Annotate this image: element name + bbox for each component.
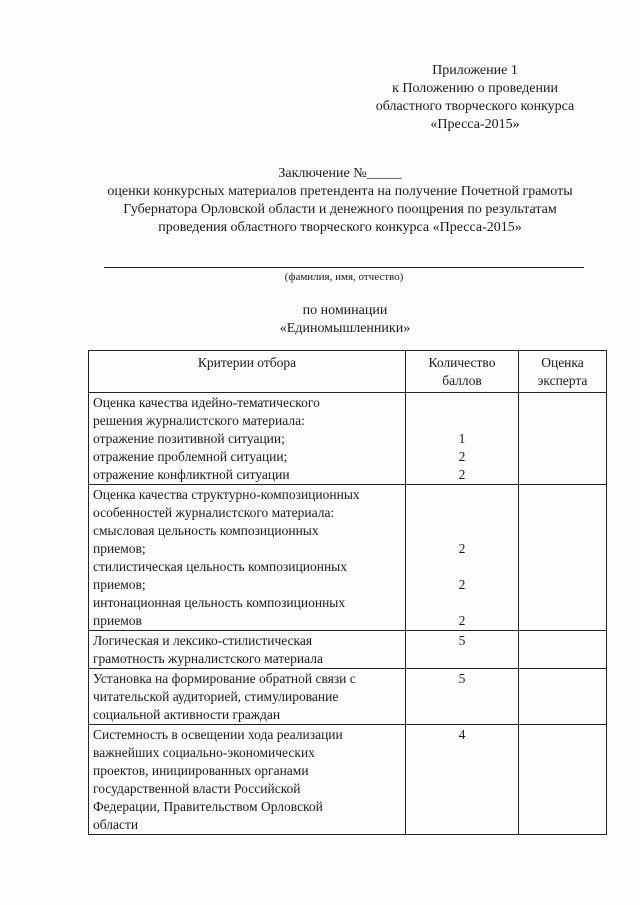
- criteria-cell: [89, 393, 406, 485]
- conclusion-line: Губернатора Орловской области и денежного поощрения по результатам: [123, 202, 557, 217]
- criteria-line: стилистическая цельность композиционных: [93, 559, 347, 574]
- points-cell: [406, 485, 519, 631]
- points-value: 4: [458, 727, 466, 742]
- criteria-line: Федерации, Правительством Орловской: [93, 799, 323, 814]
- points-cell: [406, 631, 519, 669]
- nomination-name: «Единомышленники»: [279, 321, 411, 336]
- expert-score-cell[interactable]: [519, 485, 607, 631]
- criteria-line: Логическая и лексико-стилистическая: [93, 633, 313, 648]
- expert-score-cell[interactable]: [519, 393, 607, 485]
- points-value: [410, 744, 514, 762]
- header-expert: [519, 351, 607, 393]
- criteria-line: смысловая цельность композиционных: [93, 523, 319, 538]
- criteria-line: Установка на формирование обратной связи с: [93, 671, 356, 686]
- points-cell: [406, 669, 519, 725]
- conclusion-line: оценки конкурсных материалов претендента на получение Почетной грамоты: [107, 184, 573, 199]
- appendix-header: [330, 62, 620, 134]
- table-row: [89, 485, 607, 631]
- criteria-line: важнейших социально-экономических: [93, 745, 315, 760]
- header-points: [406, 351, 519, 393]
- criteria-cell: [89, 725, 406, 835]
- points-cell: [406, 725, 519, 835]
- appendix-line: «Пресса-2015»: [430, 117, 520, 132]
- table-row: [89, 725, 607, 835]
- points-value: [410, 394, 514, 412]
- criteria-line: приемов;: [93, 577, 146, 592]
- criteria-line: области: [93, 817, 139, 832]
- criteria-line: государственной власти Российской: [93, 781, 301, 796]
- criteria-line: приемов: [93, 613, 142, 628]
- criteria-table: [88, 350, 607, 835]
- criteria-line: интонационная цельность композиционных: [93, 595, 346, 610]
- points-value: [410, 486, 514, 504]
- name-caption: (фамилия, имя, отчество): [284, 271, 404, 283]
- conclusion-line: проведения областного творческого конкурса «Пресса-2015»: [158, 220, 522, 235]
- conclusion-heading: [60, 165, 620, 237]
- criteria-line: приемов;: [93, 541, 146, 556]
- header-points-line: баллов: [442, 373, 482, 388]
- table-row: [89, 393, 607, 485]
- points-value: [410, 558, 514, 576]
- points-value: 1: [458, 431, 466, 446]
- criteria-line: Системность в освещении хода реализации: [93, 727, 343, 742]
- header-criteria-label: Критерии отбора: [197, 355, 297, 370]
- criteria-line: Оценка качества идейно-тематического: [93, 395, 320, 410]
- points-value: [410, 412, 514, 430]
- points-value: 2: [458, 467, 466, 482]
- points-value: [410, 798, 514, 816]
- points-cell: [406, 393, 519, 485]
- points-value: [410, 522, 514, 540]
- appendix-line: областного творческого конкурса: [375, 99, 575, 114]
- appendix-line: Приложение 1: [432, 63, 518, 78]
- criteria-line: проектов, инициированных органами: [93, 763, 309, 778]
- header-points-line: Количество: [428, 355, 496, 370]
- criteria-line: особенностей журналистского материала:: [93, 505, 335, 520]
- points-value: 2: [458, 449, 466, 464]
- nomination-label: по номинации: [302, 303, 388, 318]
- points-value: 5: [458, 633, 466, 648]
- header-expert-line: эксперта: [537, 373, 588, 388]
- points-value: [410, 504, 514, 522]
- nomination-block: [100, 302, 590, 338]
- criteria-line: Оценка качества структурно-композиционных: [93, 487, 360, 502]
- points-value: 5: [458, 671, 466, 686]
- points-value: [410, 762, 514, 780]
- points-value: 2: [458, 613, 466, 628]
- points-value: [410, 688, 514, 706]
- points-value: 2: [458, 577, 466, 592]
- points-value: [410, 816, 514, 834]
- criteria-line: отражение позитивной ситуации;: [93, 431, 285, 446]
- criteria-line: социальной активности граждан: [93, 707, 281, 722]
- criteria-line: отражение проблемной ситуации;: [93, 449, 288, 464]
- header-expert-line: Оценка: [541, 355, 584, 370]
- points-value: [410, 706, 514, 724]
- criteria-line: читательской аудиторией, стимулирование: [93, 689, 339, 704]
- points-value: [410, 594, 514, 612]
- points-value: 2: [458, 541, 466, 556]
- table-header-row: [89, 351, 607, 393]
- criteria-cell: [89, 631, 406, 669]
- expert-score-cell[interactable]: [519, 725, 607, 835]
- table-row: [89, 669, 607, 725]
- criteria-cell: [89, 485, 406, 631]
- header-criteria: [89, 351, 406, 393]
- name-underline: [104, 267, 584, 268]
- criteria-cell: [89, 669, 406, 725]
- expert-score-cell[interactable]: [519, 631, 607, 669]
- criteria-line: отражение конфликтной ситуации: [93, 467, 290, 482]
- points-value: [410, 650, 514, 668]
- criteria-line: грамотность журналистского материала: [93, 651, 323, 666]
- expert-score-cell[interactable]: [519, 669, 607, 725]
- criteria-line: решения журналистского материала:: [93, 413, 305, 428]
- table-row: [89, 631, 607, 669]
- appendix-line: к Положению о проведении: [392, 81, 558, 96]
- points-value: [410, 780, 514, 798]
- conclusion-title: Заключение №_____: [278, 166, 402, 181]
